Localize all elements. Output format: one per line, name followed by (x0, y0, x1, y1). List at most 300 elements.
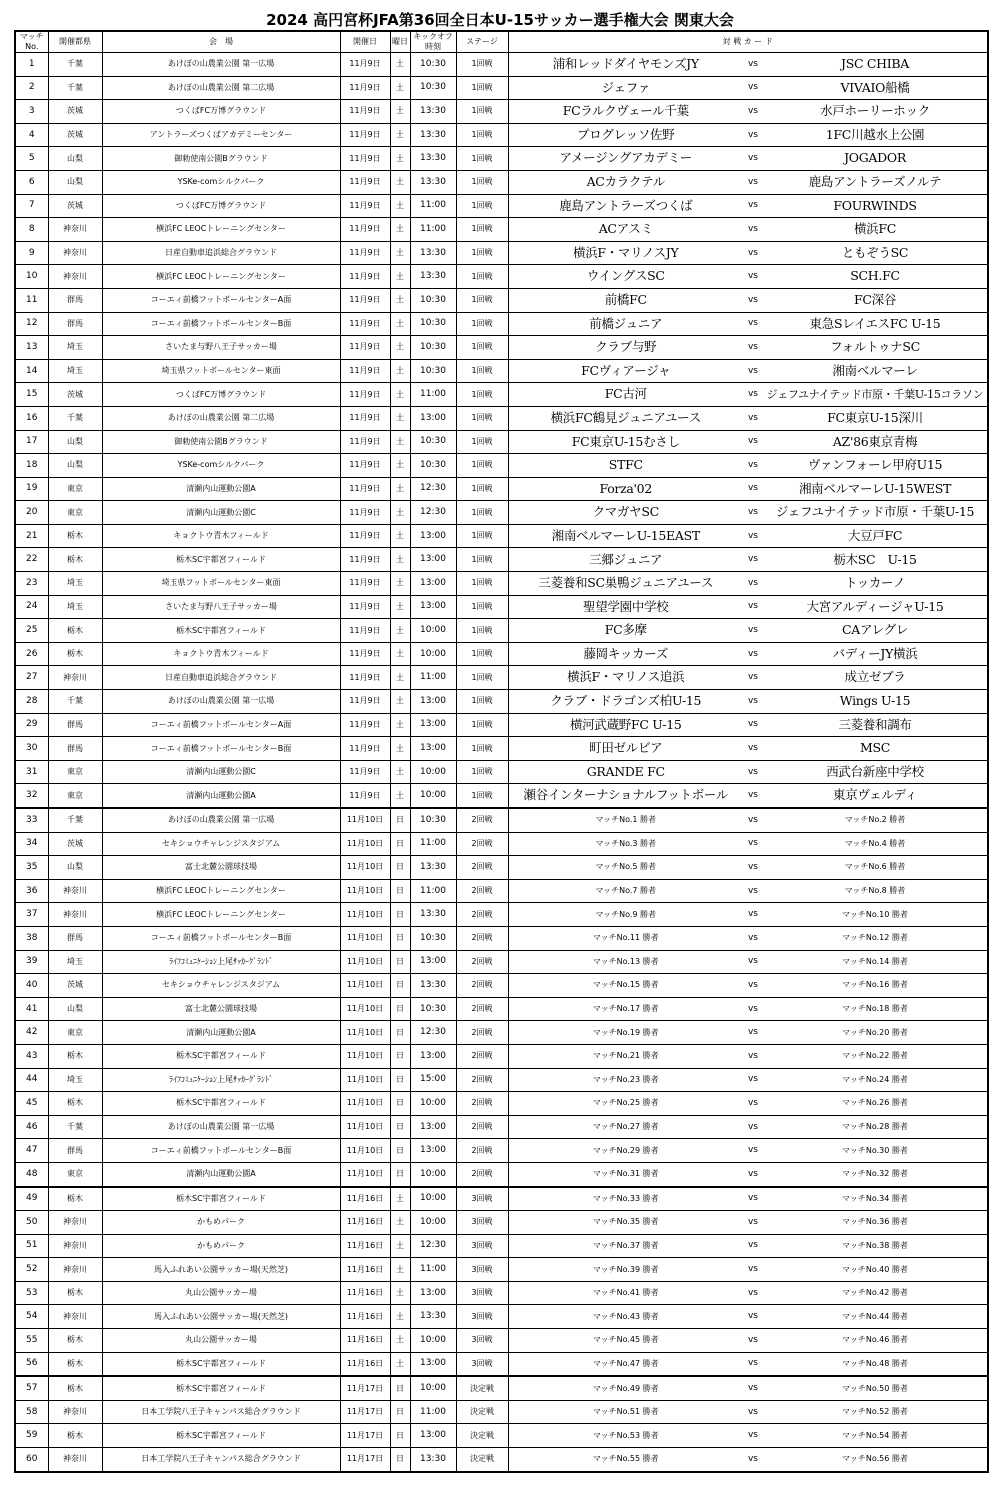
away-team: FC東京U-15深川 (763, 406, 988, 430)
venue: かもめパーク (102, 1234, 340, 1258)
day: 土 (390, 359, 410, 383)
venue: 栃木SC宇都宮フィールド (102, 1352, 340, 1376)
match-no: 26 (15, 642, 48, 666)
vs-label: vs (743, 595, 763, 619)
prefecture: 栃木 (48, 1281, 102, 1305)
home-team: 藤岡キッカーズ (508, 642, 743, 666)
stage: 1回戦 (456, 383, 508, 407)
date: 11月16日 (340, 1281, 390, 1305)
match-no: 1 (15, 53, 48, 77)
kickoff-time: 13:00 (410, 572, 456, 596)
day: 土 (390, 737, 410, 761)
venue: あけぼの山農業公園 第一広場 (102, 690, 340, 714)
date: 11月10日 (340, 1139, 390, 1163)
table-header (15, 31, 988, 53)
prefecture: 千葉 (48, 690, 102, 714)
match-no: 14 (15, 359, 48, 383)
date: 11月17日 (340, 1448, 390, 1472)
venue: コーエィ前橋フットボールセンターB面 (102, 926, 340, 950)
stage: 2回戦 (456, 1092, 508, 1116)
stage: 1回戦 (456, 501, 508, 525)
date: 11月16日 (340, 1211, 390, 1235)
prefecture: 山梨 (48, 430, 102, 454)
date: 11月9日 (340, 406, 390, 430)
home-team: 瀬谷インターナショナルフットボール (508, 784, 743, 808)
prefecture: 栃木 (48, 1092, 102, 1116)
stage: 2回戦 (456, 997, 508, 1021)
away-team: FOURWINDS (763, 194, 988, 218)
away-team: マッチNo.54 勝者 (763, 1424, 988, 1448)
header-venue: 会 場 (102, 31, 340, 53)
table-row (15, 926, 988, 950)
match-no: 42 (15, 1021, 48, 1045)
table-row (15, 265, 988, 289)
stage: 1回戦 (456, 288, 508, 312)
away-team: 横浜FC (763, 218, 988, 242)
kickoff-time: 13:30 (410, 1305, 456, 1329)
stage: 1回戦 (456, 477, 508, 501)
table-row (15, 784, 988, 808)
home-team: プログレッソ佐野 (508, 123, 743, 147)
day: 日 (390, 950, 410, 974)
date: 11月9日 (340, 501, 390, 525)
match-no: 46 (15, 1115, 48, 1139)
stage: 2回戦 (456, 832, 508, 856)
vs-label: vs (743, 383, 763, 407)
venue: キョクトウ青木フィールド (102, 642, 340, 666)
vs-label: vs (743, 53, 763, 77)
table-row (15, 690, 988, 714)
header-matchup: 対 戦 カ ー ド (508, 31, 988, 53)
venue: 丸山公園サッカー場 (102, 1329, 340, 1353)
kickoff-time: 11:00 (410, 218, 456, 242)
away-team: マッチNo.26 勝者 (763, 1092, 988, 1116)
table-row (15, 808, 988, 832)
vs-label: vs (743, 501, 763, 525)
match-no: 47 (15, 1139, 48, 1163)
home-team: マッチNo.19 勝者 (508, 1021, 743, 1045)
day: 土 (390, 524, 410, 548)
date: 11月10日 (340, 926, 390, 950)
home-team: 前橋FC (508, 288, 743, 312)
venue: あけぼの山農業公園 第一広場 (102, 53, 340, 77)
table-row (15, 501, 988, 525)
prefecture: 東京 (48, 1021, 102, 1045)
match-no: 2 (15, 76, 48, 100)
stage: 2回戦 (456, 1044, 508, 1068)
vs-label: vs (743, 194, 763, 218)
home-team: マッチNo.13 勝者 (508, 950, 743, 974)
kickoff-time: 10:00 (410, 619, 456, 643)
away-team: マッチNo.36 勝者 (763, 1211, 988, 1235)
date: 11月10日 (340, 1162, 390, 1186)
away-team: マッチNo.48 勝者 (763, 1352, 988, 1376)
prefecture: 群馬 (48, 926, 102, 950)
venue: 富士北麓公園球技場 (102, 997, 340, 1021)
prefecture: 栃木 (48, 524, 102, 548)
away-team: マッチNo.50 勝者 (763, 1376, 988, 1400)
date: 11月9日 (340, 548, 390, 572)
stage: 決定戦 (456, 1376, 508, 1400)
home-team: マッチNo.9 勝者 (508, 903, 743, 927)
stage: 2回戦 (456, 1115, 508, 1139)
date: 11月10日 (340, 832, 390, 856)
home-team: マッチNo.33 勝者 (508, 1187, 743, 1211)
stage: 1回戦 (456, 241, 508, 265)
day: 土 (390, 1352, 410, 1376)
stage: 2回戦 (456, 1068, 508, 1092)
vs-label: vs (743, 406, 763, 430)
venue: つくばFC万博グラウンド (102, 383, 340, 407)
match-no: 16 (15, 406, 48, 430)
prefecture: 茨城 (48, 383, 102, 407)
date: 11月9日 (340, 265, 390, 289)
stage: 1回戦 (456, 53, 508, 77)
day: 日 (390, 1162, 410, 1186)
home-team: マッチNo.47 勝者 (508, 1352, 743, 1376)
stage: 2回戦 (456, 926, 508, 950)
away-team: ともぞうSC (763, 241, 988, 265)
stage: 3回戦 (456, 1352, 508, 1376)
day: 日 (390, 1400, 410, 1424)
day: 土 (390, 123, 410, 147)
stage: 1回戦 (456, 619, 508, 643)
venue: つくばFC万博グラウンド (102, 194, 340, 218)
vs-label: vs (743, 76, 763, 100)
vs-label: vs (743, 1448, 763, 1472)
date: 11月9日 (340, 595, 390, 619)
day: 土 (390, 336, 410, 360)
prefecture: 群馬 (48, 312, 102, 336)
day: 土 (390, 170, 410, 194)
prefecture: 埼玉 (48, 950, 102, 974)
match-no: 18 (15, 454, 48, 478)
vs-label: vs (743, 1376, 763, 1400)
vs-label: vs (743, 1400, 763, 1424)
home-team: Forza'02 (508, 477, 743, 501)
prefecture: 山梨 (48, 454, 102, 478)
stage: 3回戦 (456, 1329, 508, 1353)
prefecture: 栃木 (48, 1424, 102, 1448)
venue: 埼玉県フットボールセンター東面 (102, 359, 340, 383)
away-team: マッチNo.6 勝者 (763, 856, 988, 880)
match-no: 13 (15, 336, 48, 360)
vs-label: vs (743, 1211, 763, 1235)
venue: 栃木SC宇都宮フィールド (102, 1376, 340, 1400)
stage: 1回戦 (456, 312, 508, 336)
date: 11月9日 (340, 666, 390, 690)
kickoff-time: 13:00 (410, 406, 456, 430)
away-team: 1FC川越水上公園 (763, 123, 988, 147)
venue: 横浜FC LEOCトレーニングセンター (102, 218, 340, 242)
stage: 1回戦 (456, 737, 508, 761)
away-team: 大豆戸FC (763, 524, 988, 548)
table-row (15, 1234, 988, 1258)
kickoff-time: 13:00 (410, 1424, 456, 1448)
prefecture: 埼玉 (48, 336, 102, 360)
date: 11月10日 (340, 856, 390, 880)
kickoff-time: 11:00 (410, 666, 456, 690)
venue: 埼玉県フットボールセンター東面 (102, 572, 340, 596)
away-team: 東急SレイエスFC U-15 (763, 312, 988, 336)
away-team: マッチNo.24 勝者 (763, 1068, 988, 1092)
table-row (15, 950, 988, 974)
kickoff-time: 13:00 (410, 1352, 456, 1376)
table-row (15, 666, 988, 690)
kickoff-time: 10:30 (410, 454, 456, 478)
day: 土 (390, 312, 410, 336)
table-row (15, 147, 988, 171)
match-no: 39 (15, 950, 48, 974)
prefecture: 群馬 (48, 288, 102, 312)
prefecture: 千葉 (48, 1115, 102, 1139)
date: 11月9日 (340, 430, 390, 454)
date: 11月9日 (340, 359, 390, 383)
prefecture: 埼玉 (48, 595, 102, 619)
prefecture: 山梨 (48, 170, 102, 194)
stage: 1回戦 (456, 406, 508, 430)
vs-label: vs (743, 548, 763, 572)
home-team: FC東京U-15むさし (508, 430, 743, 454)
stage: 1回戦 (456, 572, 508, 596)
home-team: マッチNo.43 勝者 (508, 1305, 743, 1329)
stage: 決定戦 (456, 1424, 508, 1448)
home-team: FCヴィアージャ (508, 359, 743, 383)
home-team: マッチNo.17 勝者 (508, 997, 743, 1021)
venue: 清瀬内山運動公園C (102, 760, 340, 784)
match-no: 38 (15, 926, 48, 950)
vs-label: vs (743, 690, 763, 714)
away-team: マッチNo.28 勝者 (763, 1115, 988, 1139)
prefecture: 神奈川 (48, 879, 102, 903)
kickoff-time: 12:30 (410, 1234, 456, 1258)
home-team: クラブ・ドラゴンズ柏U-15 (508, 690, 743, 714)
table-body (15, 53, 988, 1472)
prefecture: 茨城 (48, 974, 102, 998)
prefecture: 栃木 (48, 1352, 102, 1376)
vs-label: vs (743, 1044, 763, 1068)
kickoff-time: 13:30 (410, 100, 456, 124)
kickoff-time: 10:30 (410, 53, 456, 77)
kickoff-time: 12:30 (410, 477, 456, 501)
match-no: 58 (15, 1400, 48, 1424)
vs-label: vs (743, 903, 763, 927)
vs-label: vs (743, 147, 763, 171)
away-team: マッチNo.18 勝者 (763, 997, 988, 1021)
vs-label: vs (743, 1281, 763, 1305)
date: 11月9日 (340, 784, 390, 808)
prefecture: 埼玉 (48, 572, 102, 596)
table-row (15, 1021, 988, 1045)
day: 日 (390, 903, 410, 927)
match-no: 35 (15, 856, 48, 880)
stage: 1回戦 (456, 218, 508, 242)
away-team: マッチNo.40 勝者 (763, 1258, 988, 1282)
vs-label: vs (743, 784, 763, 808)
prefecture: 埼玉 (48, 359, 102, 383)
home-team: マッチNo.41 勝者 (508, 1281, 743, 1305)
date: 11月16日 (340, 1234, 390, 1258)
stage: 3回戦 (456, 1305, 508, 1329)
prefecture: 東京 (48, 501, 102, 525)
away-team: ジェフユナイテッド市原・千葉U-15 (763, 501, 988, 525)
home-team: マッチNo.1 勝者 (508, 808, 743, 832)
stage: 3回戦 (456, 1234, 508, 1258)
kickoff-time: 13:30 (410, 265, 456, 289)
date: 11月9日 (340, 619, 390, 643)
table-row (15, 1092, 988, 1116)
venue: コーエィ前橋フットボールセンターA面 (102, 288, 340, 312)
prefecture: 茨城 (48, 194, 102, 218)
prefecture: 東京 (48, 784, 102, 808)
table-row (15, 548, 988, 572)
venue: 栃木SC宇都宮フィールド (102, 1092, 340, 1116)
table-row (15, 1281, 988, 1305)
date: 11月16日 (340, 1305, 390, 1329)
date: 11月9日 (340, 760, 390, 784)
kickoff-time: 10:30 (410, 336, 456, 360)
day: 土 (390, 288, 410, 312)
away-team: 西武台新座中学校 (763, 760, 988, 784)
home-team: FC古河 (508, 383, 743, 407)
stage: 1回戦 (456, 642, 508, 666)
kickoff-time: 10:30 (410, 288, 456, 312)
vs-label: vs (743, 1258, 763, 1282)
away-team: マッチNo.32 勝者 (763, 1162, 988, 1186)
match-no: 57 (15, 1376, 48, 1400)
day: 土 (390, 595, 410, 619)
prefecture: 群馬 (48, 1139, 102, 1163)
vs-label: vs (743, 265, 763, 289)
away-team: Wings U-15 (763, 690, 988, 714)
date: 11月10日 (340, 1068, 390, 1092)
day: 土 (390, 1187, 410, 1211)
venue: さいたま与野八王子サッカー場 (102, 595, 340, 619)
away-team: マッチNo.42 勝者 (763, 1281, 988, 1305)
away-team: バディーJY横浜 (763, 642, 988, 666)
day: 日 (390, 974, 410, 998)
day: 土 (390, 1234, 410, 1258)
prefecture: 栃木 (48, 1376, 102, 1400)
away-team: SCH.FC (763, 265, 988, 289)
kickoff-time: 10:00 (410, 1162, 456, 1186)
venue: 丸山公園サッカー場 (102, 1281, 340, 1305)
prefecture: 群馬 (48, 713, 102, 737)
home-team: アメージングアカデミー (508, 147, 743, 171)
vs-label: vs (743, 808, 763, 832)
table-row (15, 312, 988, 336)
away-team: MSC (763, 737, 988, 761)
kickoff-time: 13:00 (410, 737, 456, 761)
table-row (15, 760, 988, 784)
venue: コーエィ前橋フットボールセンターB面 (102, 312, 340, 336)
prefecture: 東京 (48, 1162, 102, 1186)
venue: 栃木SC宇都宮フィールド (102, 619, 340, 643)
table-row (15, 1352, 988, 1376)
vs-label: vs (743, 1352, 763, 1376)
stage: 1回戦 (456, 359, 508, 383)
kickoff-time: 10:30 (410, 430, 456, 454)
table-row (15, 288, 988, 312)
table-row (15, 1329, 988, 1353)
prefecture: 千葉 (48, 76, 102, 100)
prefecture: 神奈川 (48, 218, 102, 242)
vs-label: vs (743, 1162, 763, 1186)
stage: 2回戦 (456, 856, 508, 880)
stage: 2回戦 (456, 1021, 508, 1045)
stage: 1回戦 (456, 454, 508, 478)
match-no: 22 (15, 548, 48, 572)
match-no: 30 (15, 737, 48, 761)
match-no: 43 (15, 1044, 48, 1068)
day: 土 (390, 406, 410, 430)
kickoff-time: 10:30 (410, 359, 456, 383)
date: 11月17日 (340, 1424, 390, 1448)
page-title: 2024 高円宮杯JFA第36回全日本U-15サッカー選手権大会 関東大会 (266, 11, 734, 29)
match-no: 34 (15, 832, 48, 856)
home-team: マッチNo.23 勝者 (508, 1068, 743, 1092)
match-no: 37 (15, 903, 48, 927)
venue: 馬入ふれあい公園サッカー場(天然芝) (102, 1305, 340, 1329)
prefecture: 神奈川 (48, 903, 102, 927)
header-stage: ステージ (456, 31, 508, 53)
home-team: 横河武蔵野FC U-15 (508, 713, 743, 737)
away-team: マッチNo.14 勝者 (763, 950, 988, 974)
venue: 富士北麓公園球技場 (102, 856, 340, 880)
match-no: 28 (15, 690, 48, 714)
home-team: ACアスミ (508, 218, 743, 242)
stage: 1回戦 (456, 430, 508, 454)
stage: 1回戦 (456, 265, 508, 289)
home-team: 鹿島アントラーズつくば (508, 194, 743, 218)
match-no: 3 (15, 100, 48, 124)
stage: 2回戦 (456, 879, 508, 903)
stage: 1回戦 (456, 713, 508, 737)
day: 土 (390, 218, 410, 242)
vs-label: vs (743, 572, 763, 596)
table-row (15, 76, 988, 100)
venue: つくばFC万博グラウンド (102, 100, 340, 124)
match-no: 45 (15, 1092, 48, 1116)
date: 11月9日 (340, 123, 390, 147)
match-no: 31 (15, 760, 48, 784)
table-row (15, 1044, 988, 1068)
match-no: 56 (15, 1352, 48, 1376)
table-row (15, 856, 988, 880)
prefecture: 神奈川 (48, 1305, 102, 1329)
match-no: 9 (15, 241, 48, 265)
vs-label: vs (743, 241, 763, 265)
kickoff-time: 11:00 (410, 1400, 456, 1424)
prefecture: 群馬 (48, 737, 102, 761)
match-no: 25 (15, 619, 48, 643)
table-row (15, 997, 988, 1021)
kickoff-time: 10:00 (410, 1092, 456, 1116)
match-no: 60 (15, 1448, 48, 1472)
match-no: 17 (15, 430, 48, 454)
vs-label: vs (743, 1305, 763, 1329)
table-row (15, 713, 988, 737)
match-no: 52 (15, 1258, 48, 1282)
day: 土 (390, 1281, 410, 1305)
day: 土 (390, 430, 410, 454)
date: 11月9日 (340, 642, 390, 666)
venue: あけぼの山農業公園 第一広場 (102, 1115, 340, 1139)
date: 11月9日 (340, 194, 390, 218)
date: 11月9日 (340, 383, 390, 407)
venue: 御勅使南公園Bグラウンド (102, 147, 340, 171)
match-no: 48 (15, 1162, 48, 1186)
